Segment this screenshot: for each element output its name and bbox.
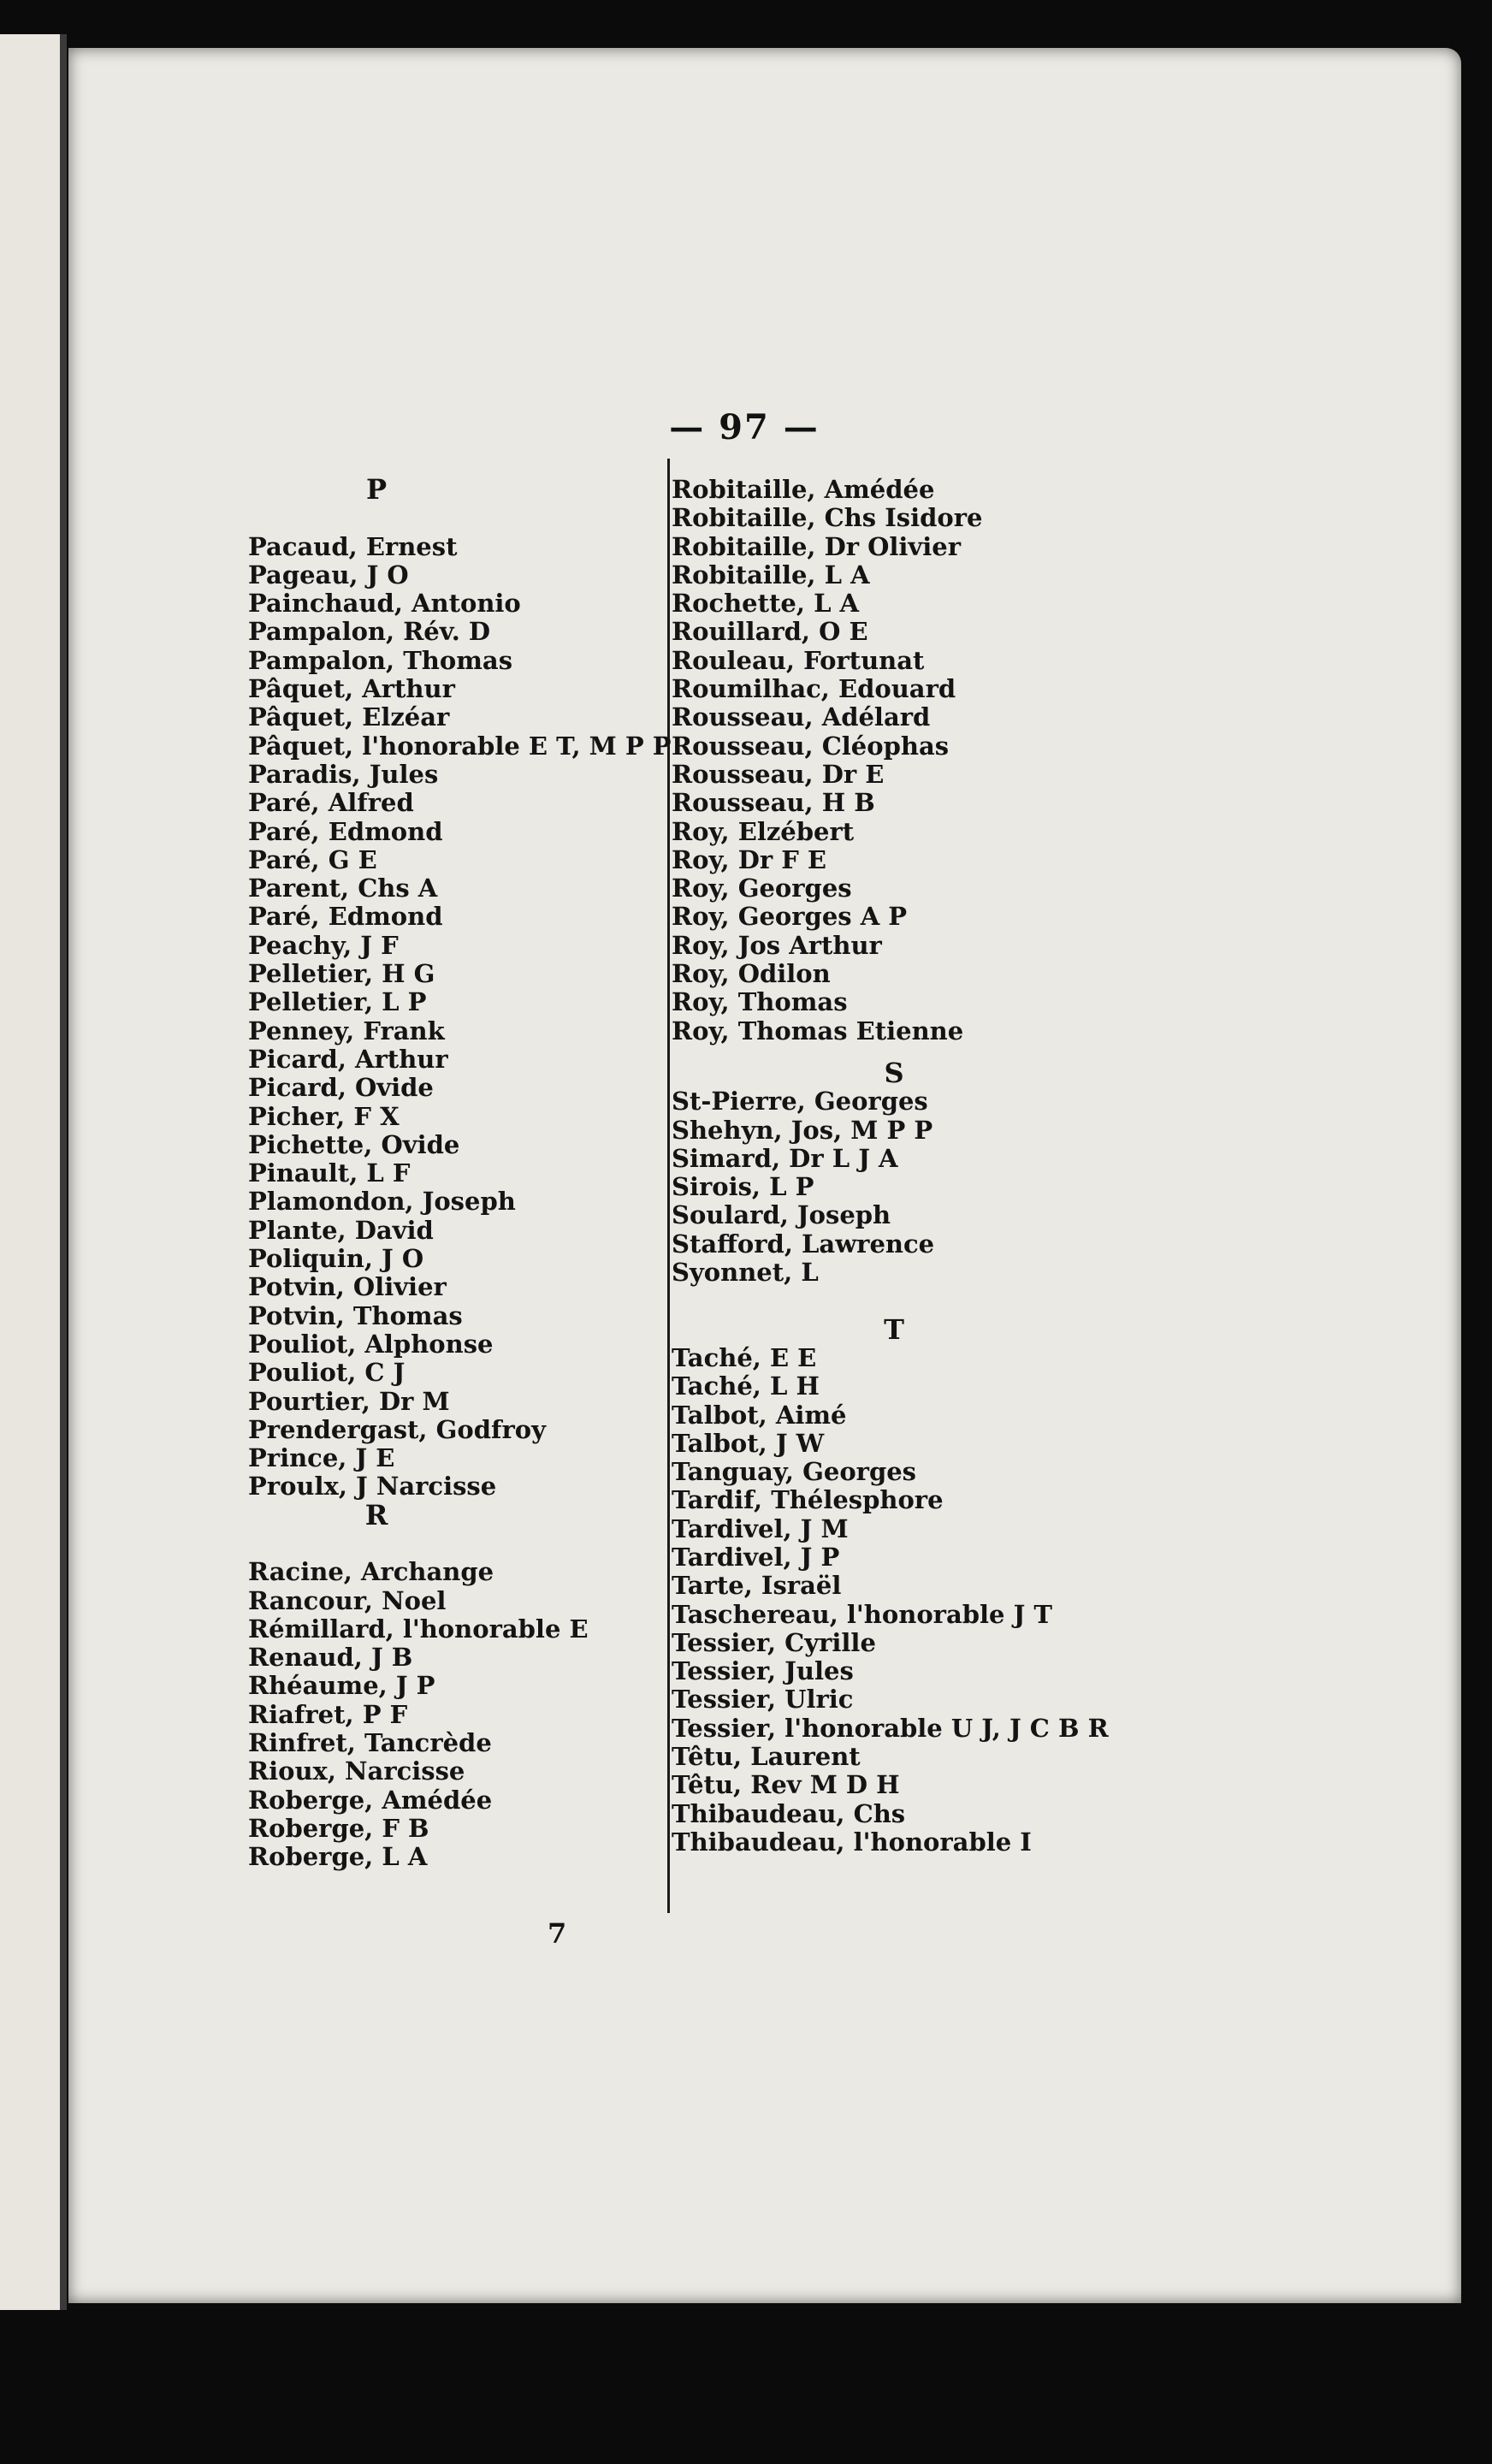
list-item: Plamondon, Joseph bbox=[248, 1187, 516, 1217]
list-item: Picher, F X bbox=[248, 1101, 400, 1131]
list-item: Soulard, Joseph bbox=[672, 1200, 891, 1230]
list-item: Simard, Dr L J A bbox=[672, 1143, 898, 1173]
list-item: Tessier, Cyrille bbox=[672, 1627, 876, 1657]
list-item: Roy, Thomas Etienne bbox=[672, 1016, 964, 1045]
list-item: Roy, Odilon bbox=[672, 959, 831, 989]
list-item: Roberge, Amédée bbox=[248, 1785, 493, 1815]
list-item: Rancour, Noel bbox=[248, 1585, 447, 1615]
list-item: Sirois, L P bbox=[672, 1172, 814, 1202]
section-list-r-continued bbox=[672, 476, 1236, 1045]
left-column bbox=[248, 473, 727, 1872]
list-item: Painchaud, Antonio bbox=[248, 589, 521, 619]
list-item: Picard, Ovide bbox=[248, 1073, 434, 1103]
list-item: Pampalon, Thomas bbox=[248, 645, 513, 675]
list-item: Parent, Chs A bbox=[248, 874, 438, 903]
list-item: Stafford, Lawrence bbox=[672, 1229, 935, 1259]
list-item: Rhéaume, J P bbox=[248, 1671, 435, 1701]
list-item: Rouillard, O E bbox=[672, 617, 868, 647]
list-item: Potvin, Thomas bbox=[248, 1300, 463, 1330]
list-item: Paré, Alfred bbox=[248, 788, 414, 818]
list-item: Rousseau, Dr E bbox=[672, 759, 885, 789]
list-item: Rousseau, Adélard bbox=[672, 702, 931, 732]
list-item: Pouliot, C J bbox=[248, 1358, 406, 1388]
list-item: Thibaudeau, l'honorable I bbox=[672, 1827, 1032, 1857]
list-item: Taschereau, l'honorable J T bbox=[672, 1599, 1052, 1629]
list-item: Rousseau, Cléophas bbox=[672, 731, 950, 761]
list-item: Tessier, Jules bbox=[672, 1656, 854, 1686]
list-item: Paré, Edmond bbox=[248, 902, 443, 932]
page-number: — 97 — bbox=[669, 407, 820, 447]
list-item: Poliquin, J O bbox=[248, 1244, 424, 1274]
list-item: Rousseau, H B bbox=[672, 788, 875, 818]
list-item: Roy, Dr F E bbox=[672, 844, 827, 874]
section-letter-t: T bbox=[884, 1312, 904, 1346]
document-page bbox=[68, 48, 1461, 2303]
list-item: Renaud, J B bbox=[248, 1643, 413, 1673]
list-item: Peachy, J F bbox=[248, 930, 399, 960]
list-item: Pageau, J O bbox=[248, 560, 409, 589]
list-item: Pâquet, l'honorable E T, M P P bbox=[248, 731, 672, 761]
list-item: Pelletier, H G bbox=[248, 959, 435, 989]
right-column bbox=[672, 476, 1236, 1857]
list-item: St-Pierre, Georges bbox=[672, 1087, 928, 1116]
list-item: Pacaud, Ernest bbox=[248, 531, 458, 561]
list-item: Tessier, Ulric bbox=[672, 1685, 854, 1715]
list-item: Pourtier, Dr M bbox=[248, 1386, 450, 1416]
list-item: Picard, Arthur bbox=[248, 1044, 448, 1074]
list-item: Tardif, Thélesphore bbox=[672, 1485, 944, 1515]
list-item: Thibaudeau, Chs bbox=[672, 1798, 906, 1828]
list-item: Taché, E E bbox=[672, 1342, 817, 1372]
list-item: Roy, Elzébert bbox=[672, 816, 855, 846]
list-item: Robitaille, Amédée bbox=[672, 475, 935, 504]
list-item: Roumilhac, Edouard bbox=[672, 674, 956, 704]
list-item: Taché, L H bbox=[672, 1371, 820, 1401]
list-item: Pâquet, Elzéar bbox=[248, 702, 450, 732]
list-item: Roberge, L A bbox=[248, 1842, 428, 1872]
list-item: Racine, Archange bbox=[248, 1557, 494, 1587]
section-letter-s: S bbox=[884, 1056, 904, 1089]
list-item: Rioux, Narcisse bbox=[248, 1756, 465, 1786]
list-item: Robitaille, Dr Olivier bbox=[672, 531, 962, 561]
list-item: Talbot, J W bbox=[672, 1428, 825, 1458]
list-item: Roberge, F B bbox=[248, 1813, 429, 1843]
section-letter-p: P bbox=[365, 473, 388, 506]
list-item: Talbot, Aimé bbox=[672, 1400, 847, 1430]
list-item: Prince, J E bbox=[248, 1443, 395, 1473]
section-list-t bbox=[672, 1344, 1236, 1857]
list-item: Roy, Thomas bbox=[672, 987, 848, 1017]
list-item: Paradis, Jules bbox=[248, 759, 439, 789]
section-list-p bbox=[248, 533, 727, 1502]
list-item: Têtu, Rev M D H bbox=[672, 1770, 900, 1800]
section-letter-r: R bbox=[364, 1498, 388, 1531]
list-item: Tarte, Israël bbox=[672, 1571, 842, 1601]
list-item: Rinfret, Tancrède bbox=[248, 1728, 492, 1758]
list-item: Paré, Edmond bbox=[248, 816, 443, 846]
list-item: Rémillard, l'honorable E bbox=[248, 1614, 589, 1644]
list-item: Pampalon, Rév. D bbox=[248, 617, 491, 647]
signature-mark: 7 bbox=[548, 1917, 567, 1950]
list-item: Tanguay, Georges bbox=[672, 1457, 916, 1487]
section-list-r bbox=[248, 1558, 727, 1871]
list-item: Pelletier, L P bbox=[248, 987, 427, 1017]
list-item: Prendergast, Godfroy bbox=[248, 1414, 546, 1444]
list-item: Potvin, Olivier bbox=[248, 1272, 447, 1302]
list-item: Pâquet, Arthur bbox=[248, 674, 455, 704]
list-item: Penney, Frank bbox=[248, 1016, 445, 1045]
list-item: Pichette, Ovide bbox=[248, 1129, 460, 1159]
list-item: Shehyn, Jos, M P P bbox=[672, 1115, 933, 1145]
adjacent-page-edge bbox=[0, 34, 67, 2310]
list-item: Riafret, P F bbox=[248, 1699, 408, 1729]
list-item: Syonnet, L bbox=[672, 1258, 819, 1288]
list-item: Rouleau, Fortunat bbox=[672, 645, 925, 675]
list-item: Tardivel, J P bbox=[672, 1542, 840, 1572]
list-item: Tessier, l'honorable U J, J C B R bbox=[672, 1713, 1109, 1743]
list-item: Proulx, J Narcisse bbox=[248, 1472, 497, 1502]
list-item: Têtu, Laurent bbox=[672, 1742, 861, 1772]
list-item: Pouliot, Alphonse bbox=[248, 1329, 494, 1359]
list-item: Robitaille, Chs Isidore bbox=[672, 503, 983, 533]
list-item: Pinault, L F bbox=[248, 1158, 411, 1188]
section-list-s bbox=[672, 1087, 1236, 1287]
list-item: Roy, Georges bbox=[672, 874, 852, 903]
list-item: Roy, Georges A P bbox=[672, 902, 908, 932]
list-item: Plante, David bbox=[248, 1215, 434, 1245]
list-item: Tardivel, J M bbox=[672, 1513, 849, 1543]
list-item: Robitaille, L A bbox=[672, 560, 870, 589]
list-item: Roy, Jos Arthur bbox=[672, 930, 882, 960]
list-item: Paré, G E bbox=[248, 844, 377, 874]
list-item: Rochette, L A bbox=[672, 589, 860, 619]
